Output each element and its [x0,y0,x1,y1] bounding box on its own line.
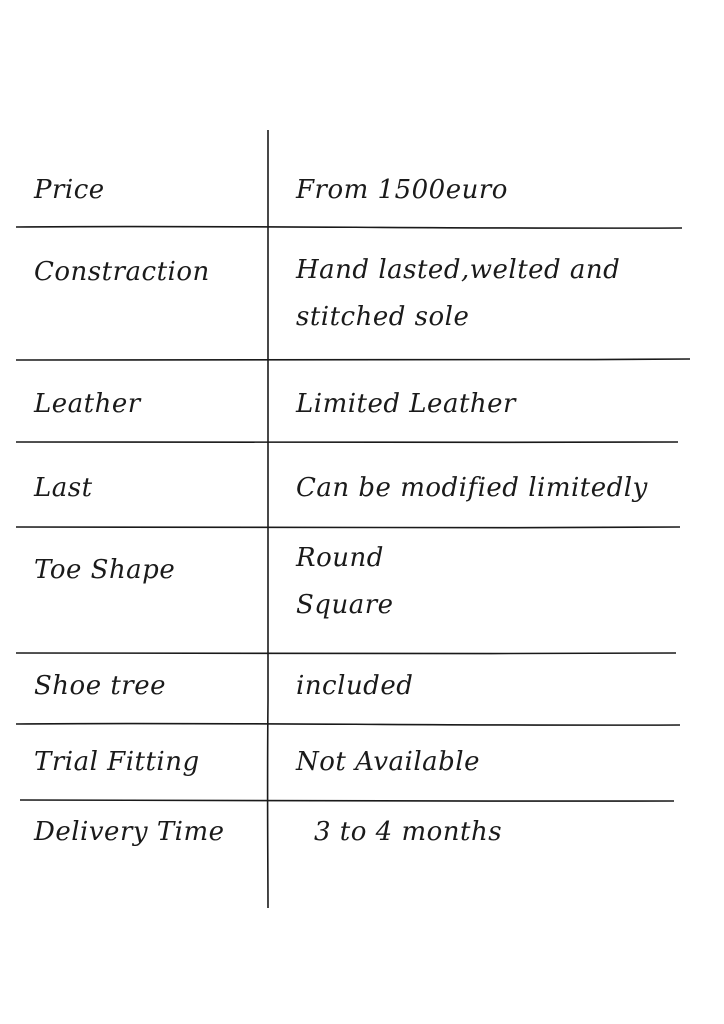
row-value-price [296,176,508,205]
row-separator [20,800,674,801]
row-label-trial-fitting: Trial Fitting [34,747,200,777]
value-line: stitched sole [296,301,470,332]
row-separator [16,723,680,725]
value-line: included [296,671,414,701]
value-line: Limited Leather [296,389,516,419]
row-label-leather: Leather [34,389,141,419]
value-line: Round [296,543,384,573]
column-divider [268,130,269,908]
row-label-construction: Constraction [34,257,210,287]
row-value-trial-fitting [296,748,480,777]
row-separator [16,442,678,443]
row-value-delivery-time [314,818,502,847]
row-separator [16,226,682,228]
row-value-toe-shape [296,544,696,619]
row-value-last [296,474,648,503]
row-label-shoe-tree: Shoe tree [34,671,167,701]
row-value-construction [296,256,696,331]
row-separator [16,359,690,360]
row-value-shoe-tree [296,672,413,701]
value-line: 3 to 4 months [314,817,503,847]
row-label-toe-shape: Toe Shape [34,555,176,585]
row-separator [16,527,680,528]
value-line: From 1500euro [296,175,508,205]
value-line: Can be modified limitedly [296,473,648,503]
value-line: Square [296,589,394,620]
value-line: Not Available [296,747,481,777]
value-line: Hand lasted,welted and [296,255,621,285]
row-label-last: Last [34,473,93,503]
row-value-leather [296,390,516,419]
row-separator [16,652,676,653]
row-label-delivery-time: Delivery Time [34,817,225,847]
row-label-price: Price [34,175,105,205]
